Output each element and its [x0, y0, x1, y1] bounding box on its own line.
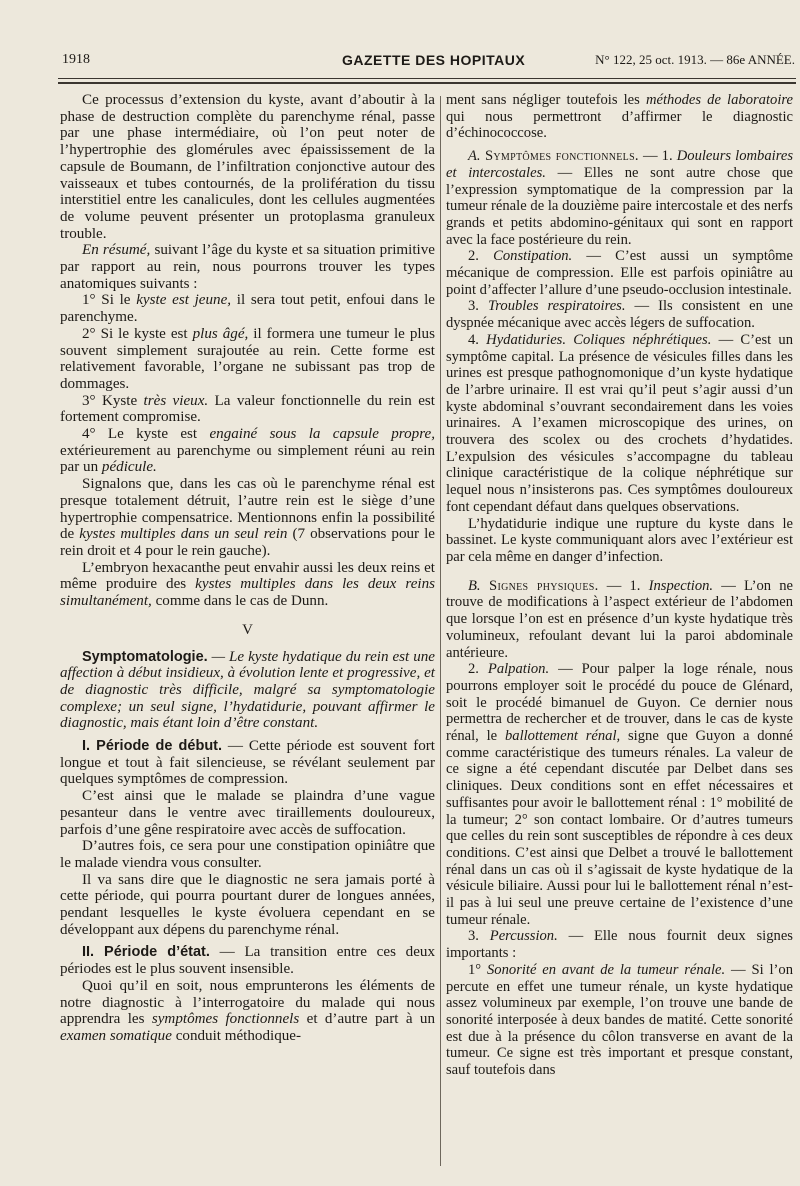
text-run: symptômes fonctionnels: [151, 1011, 300, 1028]
section-intro: [60, 649, 435, 733]
text-run: B.: [468, 577, 481, 594]
text-run: il sera tout petit, enfoui dans le parenchyme.: [60, 292, 435, 326]
text-run: (7 observations pour le rein droit et 4 pour le rein gauche).: [60, 526, 435, 559]
text-run: A.: [468, 148, 481, 165]
text-run: conduit méthodique-: [171, 1027, 302, 1044]
type-item: [60, 393, 435, 426]
paragraph: [60, 476, 435, 560]
text-run: kystes multiples dans un seul rein: [79, 526, 288, 543]
text-run: 4.: [468, 331, 487, 348]
text-run: kystes multiples dans les deux reins simultanément,: [60, 576, 436, 610]
type-item: [60, 326, 435, 393]
text-run: Inspection.: [648, 577, 714, 594]
type-item: [60, 426, 435, 476]
paragraph: Il va sans dire que le diagnostic ne sera jamais porté à cette période, qui pourra pourtant durer de longues années, pendant lesquelles le kyste évoluera cependant en se développant aux dépens du parenchyme rénal.: [60, 871, 435, 938]
paragraph: [446, 962, 793, 1079]
header-rule-thin: [58, 78, 796, 79]
text-run: méthodes de laboratoire: [645, 92, 794, 108]
text-run: 2.: [468, 248, 494, 265]
text-run: extérieurement au parenchyme ou simplement réuni au rein par un: [60, 442, 435, 476]
text-run: Troubles respiratoires.: [487, 298, 626, 315]
header-rule-thick: [58, 82, 796, 84]
paragraph: C’est ainsi que le malade se plaindra d’une vague pesanteur dans le ventre avec tiraillements douloureux, parfois d’une gêne respiratoire avec accès de suffocation.: [60, 788, 435, 838]
text-run: Constipation.: [493, 248, 573, 265]
text-run: Signalons que, dans les cas où le parenchyme rénal est presque totalement détruit, l’autre rein est le siège d’une hypertrophie compensatrice. Mentionnons enfin la possibilité de: [60, 476, 435, 543]
text-run: plus âgé,: [192, 325, 249, 342]
text-run: 1°: [468, 961, 487, 978]
text-run: kyste est jeune,: [136, 292, 232, 309]
text-run: 2° Si le kyste est: [82, 325, 193, 342]
text-run: Symptomatologie.: [82, 648, 208, 665]
text-run: — Ils consistent en une dyspnée mécanique avec accès légers de suffocation.: [446, 298, 794, 332]
text-run: Hydatiduries. Coliques néphrétiques.: [486, 331, 712, 348]
text-run: — 1.: [598, 577, 649, 594]
text-run: Symptômes fonctionnels.: [480, 148, 639, 165]
journal-title: GAZETTE DES HOPITAUX: [342, 52, 526, 68]
text-run: pédicule.: [101, 459, 157, 476]
text-run: comme dans le cas de Dunn.: [151, 593, 329, 610]
text-run: — 1.: [638, 148, 677, 165]
text-run: Quoi qu’il en soit, nous emprunterons les éléments de notre diagnostic à l’interrogatoire du malade qui nous apprendra les: [60, 977, 435, 1028]
text-run: ment sans négliger toutefois les: [446, 92, 646, 108]
paragraph: Ce processus d’extension du kyste, avant d’aboutir à la phase de destruction complète du parenchyme rénal, passe par une phase intermédiaire, où l’on peut noter de l’hypertrophie des glomérules avec épaississement de la capsule de Boumann, de l’infiltration conjonctive autour des vaisseaux et tubes contournés, de la prolifération du tissu interstitiel entre les canalicules, dont les cellules augmentées de volume peuvent présenter un protoplasma granuleux trouble.: [60, 92, 435, 242]
page-number: 1918: [62, 52, 90, 67]
text-run: 2.: [468, 661, 488, 678]
text-run: — La transition entre ces deux périodes est le plus souvent insensible.: [60, 944, 436, 978]
text-run: 4° Le kyste est: [82, 426, 210, 443]
text-run: Douleurs lombaires et intercostales.: [446, 148, 793, 181]
text-run: 1° Si le: [82, 292, 137, 309]
paragraph: [446, 661, 793, 928]
text-run: 3.: [468, 928, 490, 945]
issue-info: N° 122, 25 oct. 1913. — 86e ANNÉE.: [595, 52, 795, 67]
paragraph: L’hydatidurie indique une rupture du kyste dans le bassinet. Le kyste communiquant alors avec l’extérieur est par cela même en danger d’infection.: [446, 515, 793, 565]
text-run: I. Période de début.: [82, 738, 223, 755]
text-run: signe que Guyon a donné comme caractéristique des tumeurs rénales. La valeur de ce signe a été cependant discutée par Delbet dans ses cliniques. Deux conditions sont en effet nécessaires et suffisantes pour avoir le ballottement rénal : 1° mobilité de la tumeur; 2° son contact lombaire. Or d’autres tumeurs que celles du rein sont susceptibles de répondre à ces deux conditions. C’est ainsi que Delbet a trouvé le ballottement rénal dans un cas où il s’agissait de kyste hydatique de la vésicule biliaire. Aussi pour lui le ballottement rénal n’est-il pas à lui seul une preuve certaine de l’existence d’une tumeur rénale.: [446, 728, 793, 928]
text-run: Percussion.: [489, 928, 558, 945]
text-run: — C’est aussi un symptôme mécanique de compression. Elle est parfois opiniâtre au point d’affecter l’allure d’une pseudo-occlusion intestinale.: [446, 248, 794, 298]
paragraph: [446, 248, 793, 298]
left-column: [60, 92, 435, 1045]
text-run: qui nous permettront d’affirmer le diagnostic d’échinococcose.: [446, 108, 793, 142]
text-run: L’embryon hexacanthe peut envahir aussi les deux reins et même produire des: [60, 559, 435, 593]
page-header: [50, 50, 795, 72]
section-number: V: [242, 621, 253, 638]
text-run: — Cette période est souvent fort longue et tout à fait silencieuse, se révélant seulement par quelques symptômes de compression.: [60, 738, 435, 788]
subsection: [446, 148, 793, 248]
text-run: La valeur fonctionnelle du rein est fortement compromise.: [60, 392, 435, 426]
text-run: examen somatique: [60, 1027, 172, 1044]
subsection: [446, 578, 793, 662]
text-run: engainé sous la capsule propre,: [209, 426, 435, 443]
paragraph: [446, 298, 793, 331]
text-run: Palpation.: [487, 661, 550, 678]
paragraph: [60, 560, 435, 610]
paragraph: D’autres fois, ce sera pour une constipation opiniâtre que le malade viendra vous consulter.: [60, 838, 435, 871]
subsection: [60, 738, 435, 788]
text-run: — Le kyste hydatique du rein est une affection à début insidieux, à évolution lente et progressive, et de diagnostic très difficile, malgré sa symptomatologie complexe; un seul signe, l’hydatidurie, pouvant affirmer le diagnostic, mais étant loin d’être constant.: [60, 648, 435, 732]
text-run: — Elle nous fournit deux signes importants :: [446, 928, 793, 962]
text-run: — L’on ne trouve de modifications à l’aspect extérieur de l’abdomen que lorsque l’on est en présence d’un kyste hydatique très volumineux, refoulant devant lui la paroi abdominale antérieure.: [446, 577, 794, 661]
text-run: Signes physiques.: [480, 577, 599, 594]
text-run: Sonorité en avant de la tumeur rénale.: [487, 961, 726, 978]
type-item: [60, 292, 435, 325]
text-run: — C’est un symptôme capital. La présence de vésicules filles dans les urines est presque pathognomonique d’un kyste hydatique de l’arbre urinaire. Il est vrai qu’il peut s’agir aussi d’un kyste abdominal s’ouvrant secondairement dans les voies urinaires. A l’examen microscopique des urines, on trouvera des scolex ou des crochets d’hydatides. L’expulsion des vésicules s’accompagne du tableau clinique caractéristique de la colique néphrétique sur lequel nous n’insisterons pas. Ces symptômes douloureux font cependant défaut dans quelques observations.: [446, 331, 793, 515]
text-run: — Si l’on percute en effet une tumeur rénale, un kyste hydatique assez volumineux par exemple, l’on trouve une bande de sonorité interposée à deux bandes de matité. Cette sonorité est due à la présence du côlon transverse en avant de la tumeur. Ce signe est très important et presque constant, sauf toutefois dans: [446, 961, 793, 1079]
paragraph: [60, 978, 435, 1045]
text-run: — Pour palper la loge rénale, nous pourrons employer soit le procédé du pouce de Glénard, soit le procédé bimanuel de Guyon. Ce dernier nous permettra de rechercher et de trouver, dans le cas de kyste rénal, le: [446, 661, 793, 745]
subsection: [60, 944, 435, 977]
text-run: II. Période d’état.: [82, 944, 210, 961]
text-run: 3.: [468, 298, 488, 315]
text-run: très vieux.: [143, 392, 209, 409]
column-divider: [440, 96, 441, 1166]
paragraph: [446, 928, 793, 961]
text-run: — Elles ne sont autre chose que l’expression symptomatique de la compression par la tumeur rénale de la douzième paire intercostale et des nerfs grands et petits abdomino-génitaux qui sont en rapport avec la face postérieure du rein.: [446, 164, 793, 248]
text-run: il formera une tumeur le plus souvent simplement surajoutée au rein. Cette forme est relativement favorable, l’organe ne subissant pas trop de dommages.: [60, 325, 435, 392]
text-run: ballottement rénal,: [504, 728, 621, 745]
text-run: 3° Kyste: [82, 392, 144, 409]
right-column: [446, 92, 793, 1079]
text-run: et d’autre part à un: [299, 1011, 435, 1028]
paragraph: [446, 92, 793, 142]
paragraph: [446, 332, 793, 516]
paragraph: En résumé, suivant l’âge du kyste et sa situation primitive par rapport au rein, nous pourrons trouver les types anatomiques suivants :: [60, 242, 435, 292]
